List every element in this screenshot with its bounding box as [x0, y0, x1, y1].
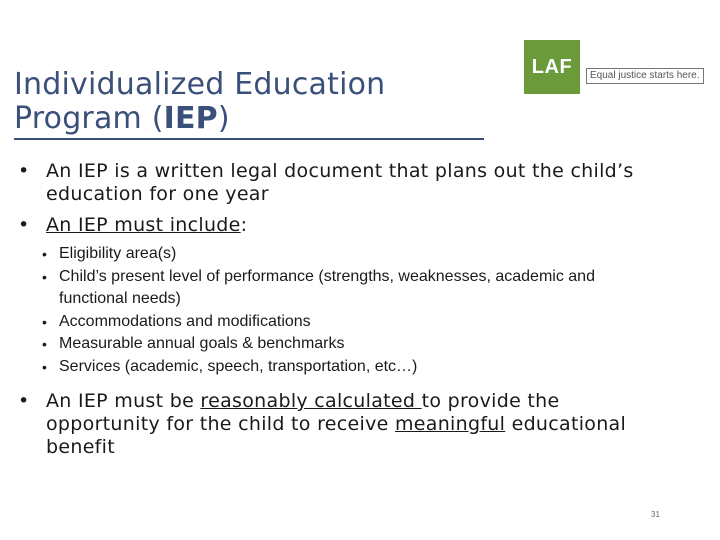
sub-bullet-text: Measurable annual goals & benchmarks — [59, 335, 345, 352]
laf-logo-tagline: Equal justice starts here. — [586, 68, 704, 84]
slide-body — [18, 160, 658, 467]
sub-bullet-text: Services (academic, speech, transportation, etc…) — [59, 357, 418, 375]
sub-bullet-text: Child’s present level of performance (strengths, weaknesses, academic and functional needs) — [59, 267, 595, 307]
bullet-text-underlined: An IEP must include — [46, 214, 241, 236]
sub-bullet-list — [18, 243, 658, 378]
sub-bullet-text: Eligibility area(s) — [59, 245, 177, 262]
sub-bullet-item — [18, 311, 658, 334]
laf-logo — [524, 40, 700, 94]
bullet-text-suffix: : — [240, 214, 248, 236]
bullet-text-underlined-2: meaningful — [394, 413, 506, 435]
sub-bullet-item — [18, 266, 658, 311]
bullet-icon: • — [42, 246, 47, 262]
title-acronym: IEP — [163, 101, 218, 136]
bullet-iep-definition — [18, 160, 658, 206]
bullet-icon: • — [42, 313, 47, 330]
bullet-icon: • — [42, 358, 47, 375]
title-line-2-prefix: Program ( — [14, 101, 164, 136]
sub-bullet-item — [18, 243, 658, 266]
bullet-icon: • — [18, 214, 30, 236]
bullet-reasonably-calculated — [18, 390, 658, 459]
laf-logo-mark: LAF — [524, 40, 580, 94]
bullet-iep-must-include — [18, 214, 658, 237]
sub-bullet-item — [18, 333, 658, 356]
title-line-2-suffix: ) — [217, 101, 230, 136]
bullet-text-part-3: educational benefit — [46, 413, 627, 458]
bullet-icon: • — [42, 336, 47, 352]
sub-bullet-text: Accommodations and modifications — [59, 312, 311, 330]
bullet-icon: • — [18, 160, 30, 182]
bullet-icon: • — [42, 268, 47, 285]
bullet-text-part-1: An IEP must be — [46, 390, 201, 412]
page-number: 31 — [651, 510, 660, 519]
title-line-1: Individualized Education — [14, 67, 386, 102]
bullet-text-part-2: to provide the opportunity for the child to receive — [46, 390, 560, 435]
bullet-icon: • — [18, 390, 30, 412]
bullet-text-underlined-1: reasonably calculated — [200, 390, 422, 412]
slide-title — [14, 68, 484, 140]
sub-bullet-item — [18, 356, 658, 379]
bullet-text: An IEP is a written legal document that plans out the child’s education for one year — [46, 160, 634, 205]
